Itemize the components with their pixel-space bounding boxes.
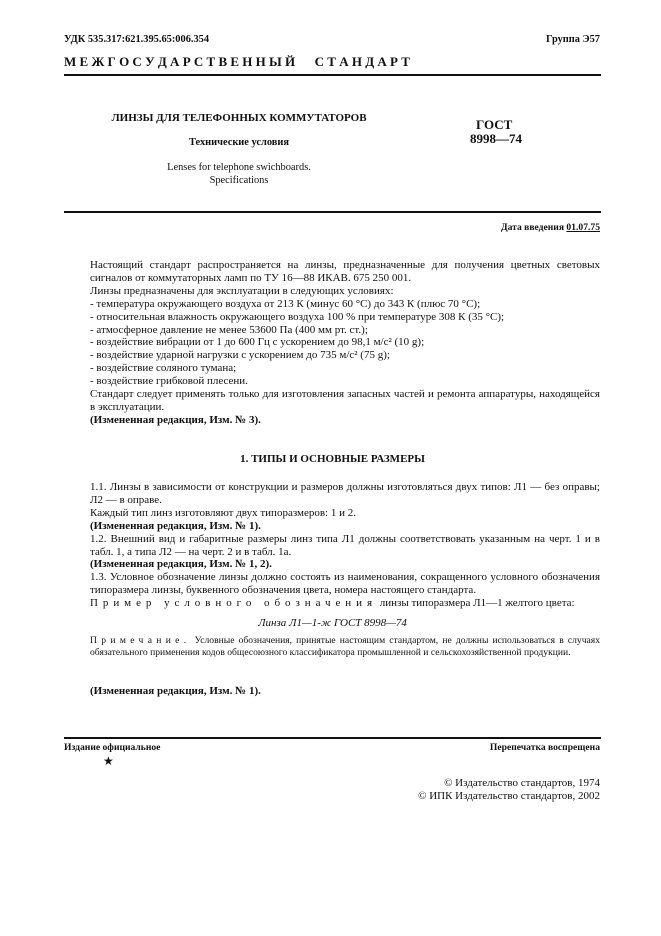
copyright-1974: © Издательство стандартов, 1974: [444, 777, 600, 789]
intro-section: [90, 259, 600, 427]
gost-label: ГОСТ: [476, 117, 513, 132]
standard-banner: М Е Ж Г О С У Д А Р С Т В Е Н Н Ы Й С Т А Н Д А Р Т: [64, 54, 410, 69]
usage-paragraph: Стандарт следует применять только для изготовления запасных частей и ремонта аппаратуры, находящейся в эксплуатации.: [90, 388, 600, 413]
section-heading: 1. ТИПЫ И ОСНОВНЫЕ РАЗМЕРЫ: [240, 453, 425, 465]
doc-title: ЛИНЗЫ ДЛЯ ТЕЛЕФОННЫХ КОММУТАТОРОВ: [111, 112, 367, 124]
intro-date: [501, 222, 600, 234]
doc-subtitle-english: Specifications: [209, 175, 269, 186]
note: [90, 635, 600, 658]
header-rule: [64, 74, 601, 76]
udc-code: УДК 535.317:621.395.65:006.354: [64, 34, 210, 45]
revision-note: (Измененная редакция, Изм. № 3).: [90, 413, 261, 426]
revision-note: (Измененная редакция, Изм. № 1).: [90, 519, 261, 532]
section1-body: [90, 481, 600, 610]
condition-item: - атмосферное давление не менее 53600 Па (400 мм рт. ст.);: [90, 323, 368, 336]
reprint-notice: Перепечатка воспрещена: [489, 742, 600, 753]
note-text: Условные обозначения, принятые настоящим стандартом, не должны использоваться в случаях обязательного применения кодов общесоюзного классификатора промышленной и сельскохозяйственной продукции.: [90, 635, 600, 658]
condition-item: - относительная влажность окружающего воздуха 100 % при температуре 308 К (35 °С);: [90, 310, 505, 323]
condition-item: - воздействие ударной нагрузки с ускорением до 735 м/с² (75 g);: [90, 349, 390, 362]
example-line: [90, 597, 600, 610]
gost-number: 8998—74: [470, 131, 522, 146]
example-rest: линзы типоразмера Л1—1 желтого цвета:: [376, 597, 575, 610]
intro-date-value: 01.07.75: [566, 222, 600, 233]
clause-1-3: 1.3. Условное обозначение линзы должно состоять из наименования, сокращенного условного обозначения типоразмера линзы, буквенного обозначения цвета, номера настоящего стандарта.: [90, 571, 600, 597]
revision-note: (Измененная редакция, Изм. № 1, 2).: [90, 558, 272, 571]
condition-item: - воздействие соляного тумана;: [90, 362, 237, 375]
official-edition: Издание официальное: [64, 742, 161, 753]
note-label: Примечание.: [90, 635, 191, 646]
footer-rule: [64, 737, 601, 739]
condition-item: - воздействие грибковой плесени.: [90, 375, 248, 388]
revision-note: (Измененная редакция, Изм. № 1).: [90, 685, 261, 697]
title-rule: [64, 211, 601, 213]
copyright-2002: © ИПК Издательство стандартов, 2002: [418, 790, 600, 802]
example-label: Пример условного обозначения: [90, 597, 377, 610]
intro-conditions: Линзы предназначены для эксплуатации в следующих условиях:: [90, 284, 394, 297]
group-code: Группа Э57: [546, 34, 600, 45]
star-icon: ★: [103, 754, 114, 768]
clause-1-1: 1.1. Линзы в зависимости от конструкции и размеров должны изготовляться двух типов: Л1 — без оправы; Л2 — в оправе.: [90, 481, 600, 506]
condition-item: - воздействие вибрации от 1 до 600 Гц с ускорением до 98,1 м/с² (10 g);: [90, 336, 425, 349]
intro-paragraph: Настоящий стандарт распространяется на линзы, предназначенные для получения цветных световых сигналов от коммутаторных ламп по ТУ 16—88 ИКАВ. 675 250 001.: [90, 259, 600, 284]
condition-item: - температура окружающего воздуха от 213 К (минус 60 °С) до 343 К (плюс 70 °С);: [90, 297, 481, 310]
doc-title-english: Lenses for telephone swichboards.: [167, 162, 311, 173]
intro-date-label: Дата введения: [500, 222, 565, 233]
example-designation: Линза Л1—1-ж ГОСТ 8998—74: [258, 617, 407, 629]
clause-1-1-sizes: Каждый тип линз изготовляют двух типоразмеров: 1 и 2.: [90, 506, 356, 519]
doc-subtitle: Технические условия: [189, 137, 289, 148]
clause-1-2: 1.2. Внешний вид и габаритные размеры линз типа Л1 должны соответствовать указанным на черт. 1 и в табл. 1, а типа Л2 — на черт. 2 и в табл. 1а.: [90, 532, 600, 558]
